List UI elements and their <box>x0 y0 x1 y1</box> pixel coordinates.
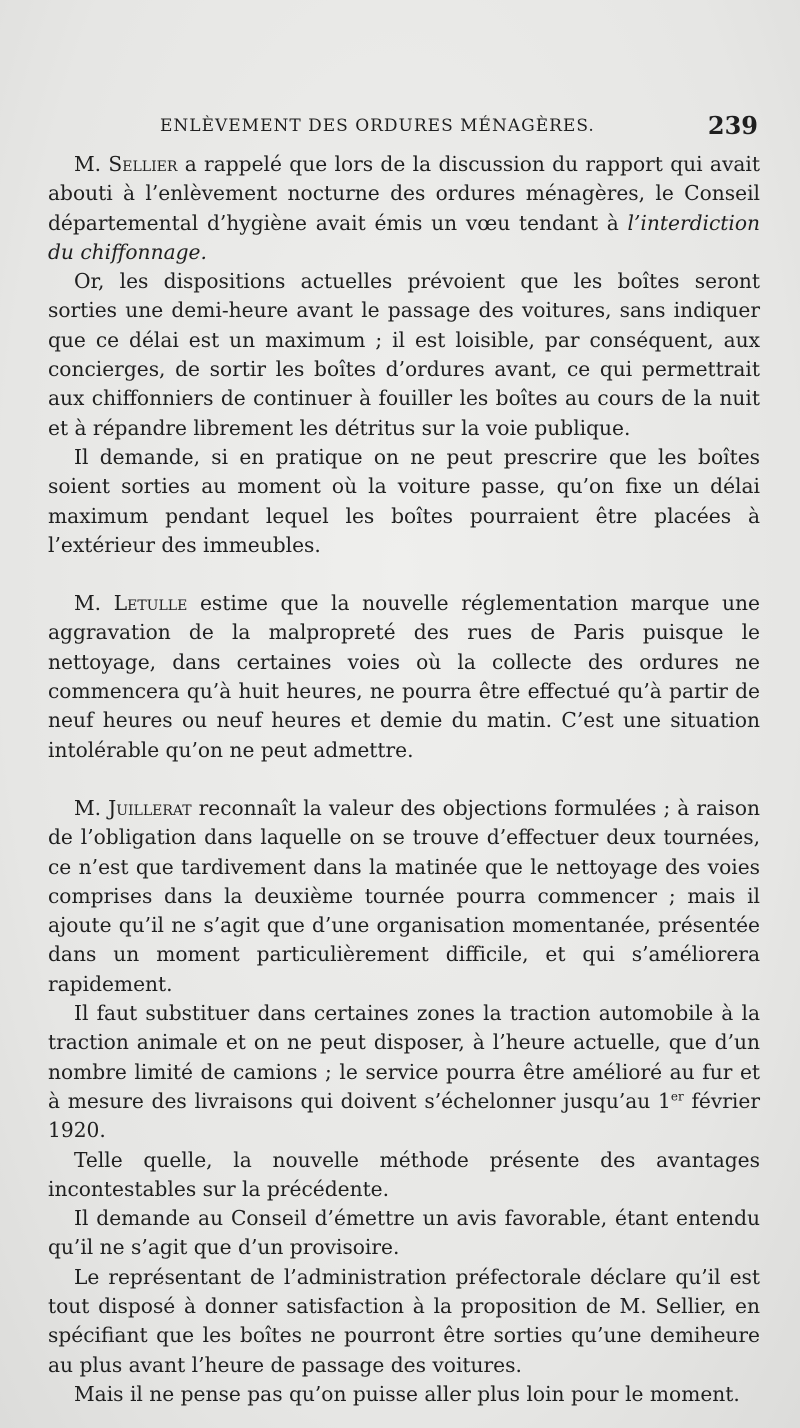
paragraph-prefecture: Le représentant de l’administration préfectorale déclare qu’il est tout disposé à donner satisfaction à la proposition de M. Sellier, en spécifiant que les boîtes ne pourront être sorties qu’une demiheure au plus avant l’heure de passage des voitures. <box>48 1264 760 1377</box>
page-number: 239 <box>707 111 758 140</box>
speaker-name: M. Juillerat <box>74 795 192 820</box>
running-title: ENLÈVEMENT DES ORDURES MÉNAGÈRES. <box>160 116 595 136</box>
paragraph-dispositions: Or, les dispositions actuelles prévoient que les boîtes seront sorties une demi-heure avant le passage des voitures, sans indiquer que ce délai est un maximum ; il est loisible, par conséquent, aux concierges, de sortir les boîtes d’ordures avant, ce qui permettrait aux chiffonniers de continuer à fouiller les boîtes au cours de la nuit et à répandre librement les détritus sur la voie publique. <box>48 269 760 440</box>
paragraph-text: estime que la nouvelle réglementation marque une aggravation de la malpropreté des rues de Paris puisque le nettoyage, dans certaines voies où la collecte des ordures ne commencera qu’à huit heures, ne pourra être effectué qu’à partir de neuf heures ou neuf heures et demie du matin. C’est une situation intolérable qu’on ne peut admettre. <box>48 591 760 762</box>
paragraph-demande: Il demande, si en pratique on ne peut prescrire que les boîtes soient sorties au moment où la voiture passe, qu’on fixe un délai maximum pendant lequel les boîtes pourraient être placées à l’extérieur des immeubles. <box>48 444 760 557</box>
paragraph-text: a rappelé que lors de la discussion du rapport qui avait abouti à l’enlèvement nocturne des ordures ménagères, le Conseil départemental d’hygiène avait émis un vœu tendant à <box>48 152 760 235</box>
superscript: er <box>670 1089 684 1104</box>
page-header <box>48 112 764 144</box>
paragraph-letulle <box>48 589 760 765</box>
speaker-name: M. Sellier <box>74 152 178 176</box>
paragraph-text: reconnaît la valeur des objections formulées ; à raison de l’obligation dans laquelle on se trouve d’effectuer deux tournées, ce n’est que tardivement dans la matinée que le nettoyage des voies comprises dans la deuxième tournée pourra commencer ; mais il ajoute qu’il ne s’agit que d’une organisation momentanée, présentée dans un moment particulièrement difficile, et qui s’améliorera rapidement. <box>48 795 760 996</box>
speaker-name: M. Letulle <box>74 591 188 616</box>
paragraph-telle-quelle: Telle quelle, la nouvelle méthode présente des avantages incontestables sur la précédente. <box>48 1147 760 1201</box>
paragraph-avis: Il demande au Conseil d’émettre un avis favorable, étant entendu qu’il ne s’agit que d’un provisoire. <box>48 1206 760 1260</box>
italic-phrase: l’interdiction du chiffonnage. <box>48 210 760 264</box>
paragraph-text: février 1920. <box>48 1088 760 1143</box>
page-body <box>48 150 760 1409</box>
paragraph-traction <box>48 999 760 1145</box>
paragraph-juillerat <box>48 794 760 999</box>
paragraph-conclusion: Mais il ne pense pas qu’on puisse aller plus loin pour le moment. <box>74 1381 740 1406</box>
paragraph-sellier <box>48 150 760 267</box>
paragraph-text: Il faut substituer dans certaines zones la traction automobile à la traction animale et on ne peut disposer, à l’heure actuelle, que d’un nombre limité de camions ; le service pourra être amélioré au fur et à mesure des livraisons qui doivent s’échelonner jusqu’au 1 <box>48 1001 760 1113</box>
